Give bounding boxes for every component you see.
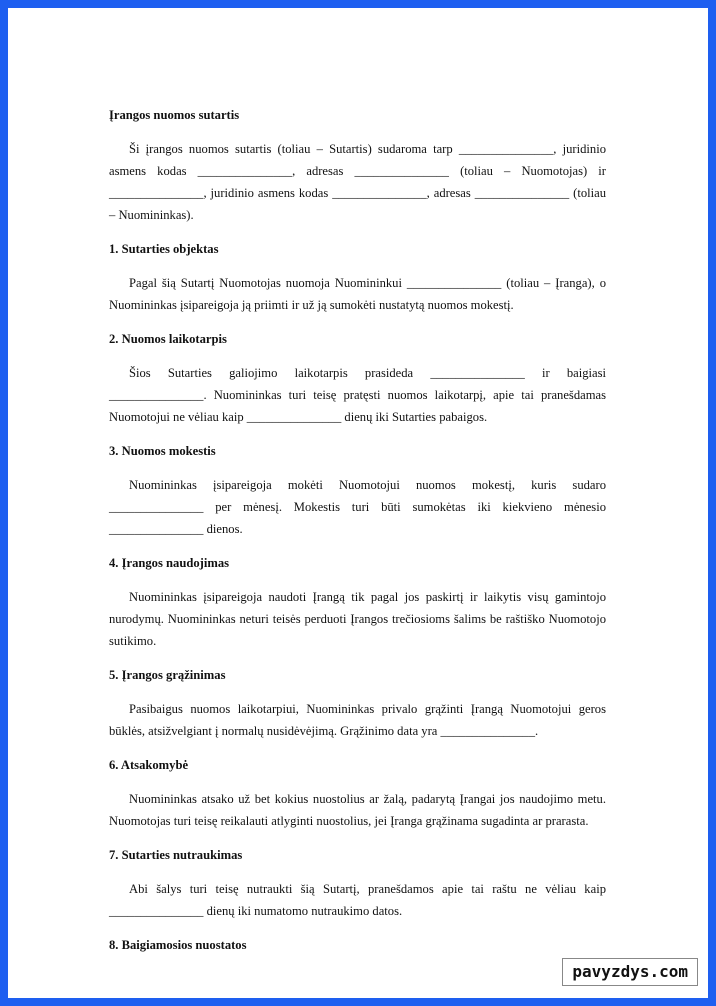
- section-heading-grazinimas: 5. Įrangos grąžinimas: [109, 668, 226, 682]
- section-text-objektas: Pagal šią Sutartį Nuomotojas nuomoja Nuomininkui _______________ (toliau – Įranga), o Nuomininkas įsipareigoja ją priimti ir už ją sumokėti nustatytą nuomos mokestį.: [109, 276, 606, 312]
- document-title: Įrangos nuomos sutartis: [109, 108, 240, 122]
- section-heading-atsakomybe: 6. Atsakomybė: [109, 758, 189, 772]
- section-text-mokestis: Nuomininkas įsipareigoja mokėti Nuomotojui nuomos mokestį, kuris sudaro _______________ per mėnesį. Mokestis turi būti sumokėtas iki kiekvieno mėnesio _______________ dienos.: [109, 478, 606, 536]
- section-heading-naudojimas: 4. Įrangos naudojimas: [109, 556, 230, 570]
- section-text-laikotarpis: Šios Sutarties galiojimo laikotarpis prasideda _______________ ir baigiasi _______________. Nuomininkas turi teisę pratęsti nuomos laikotarpį, apie tai pranešdamas Nuomotojui ne vėliau kaip _______________ dienų iki Sutarties pabaigos.: [109, 366, 606, 424]
- section-text-grazinimas: Pasibaigus nuomos laikotarpiui, Nuomininkas privalo grąžinti Įrangą Nuomotojui geros būklės, atsižvelgiant į normalų nusidėvėjimą. Grąžinimo data yra _______________.: [109, 702, 606, 738]
- section-heading-mokestis: 3. Nuomos mokestis: [109, 444, 216, 458]
- section-text-naudojimas: Nuomininkas įsipareigoja naudoti Įrangą tik pagal jos paskirtį ir laikytis visų gamintojo nurodymų. Nuomininkas neturi teisės perduoti Įrangos trečiosioms šalims be raštiško Nuomotojo sutikimo.: [109, 590, 606, 648]
- section-heading-nutraukimas: 7. Sutarties nutraukimas: [109, 848, 243, 862]
- section-text-atsakomybe: Nuomininkas atsako už bet kokius nuostolius ar žalą, padarytą Įrangai jos naudojimo metu. Nuomotojas turi teisę reikalauti atlyginti nuostolius, jei Įranga grąžinama sugadinta ar prarasta.: [109, 792, 606, 828]
- section-heading-baigiamosios: 8. Baigiamosios nuostatos: [109, 938, 247, 952]
- intro-paragraph: Ši įrangos nuomos sutartis (toliau – Sutartis) sudaroma tarp _______________, juridinio asmens kodas _______________, adresas _______________ (toliau – Nuomotojas) ir _______________, juridinio asmens kodas _______________, adresas _______________ (toliau – Nuomininkas).: [109, 142, 606, 222]
- section-heading-laikotarpis: 2. Nuomos laikotarpis: [109, 332, 227, 346]
- section-heading-objektas: 1. Sutarties objektas: [109, 242, 219, 256]
- document-page: [8, 8, 708, 998]
- section-text-nutraukimas: Abi šalys turi teisę nutraukti šią Sutartį, pranešdamos apie tai raštu ne vėliau kaip _______________ dienų iki numatomo nutraukimo datos.: [109, 882, 606, 918]
- document-body: [109, 104, 606, 968]
- site-watermark[interactable]: pavyzdys.com: [562, 958, 698, 986]
